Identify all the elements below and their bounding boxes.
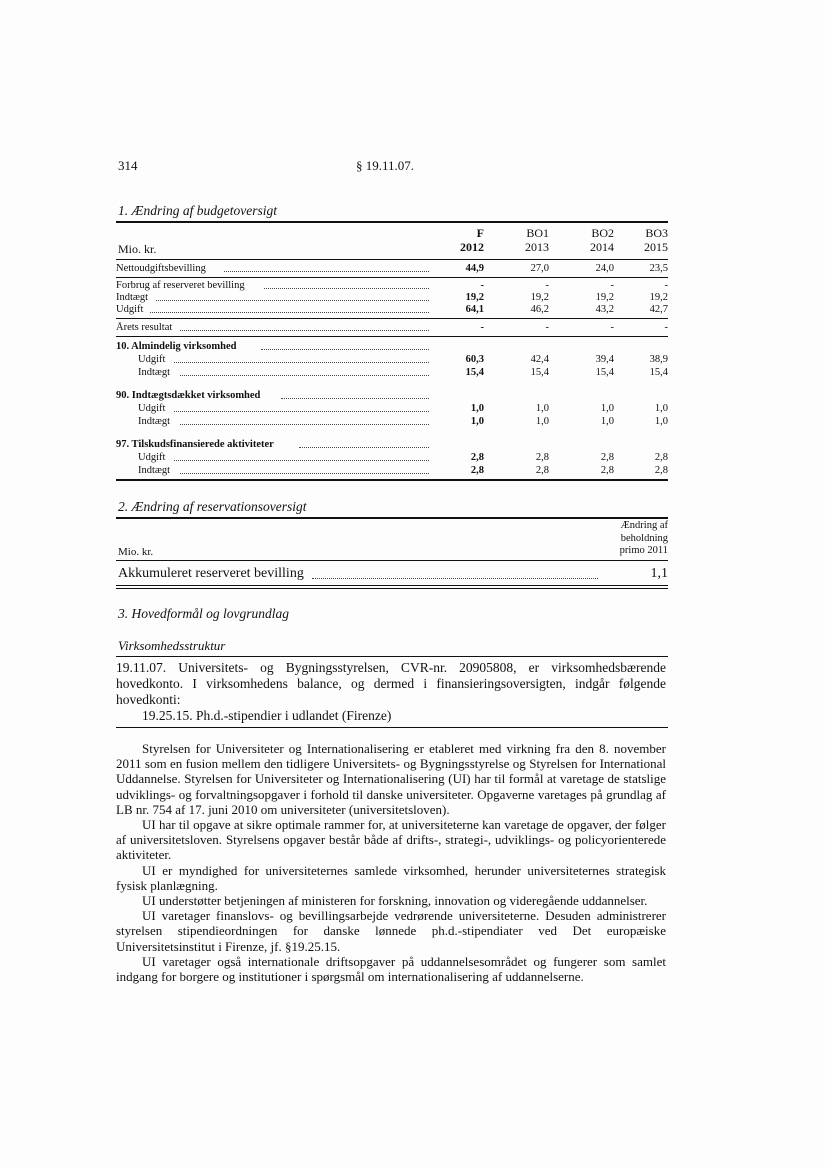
table-row: Udgift 2,8 2,8 2,8 2,8 xyxy=(138,452,668,463)
divider xyxy=(116,588,668,589)
section3-title: 3. Hovedformål og lovgrundlag xyxy=(118,606,289,621)
paragraph: UI understøtter betjeningen af ministeren for forskning, innovation og videregående uddannelser. xyxy=(142,893,648,909)
divider xyxy=(116,221,668,223)
table-row: Udgift 64,1 46,2 43,2 42,7 xyxy=(116,304,668,315)
table-row: Indtægt 15,4 15,4 15,4 15,4 xyxy=(138,367,668,378)
paragraph: UI varetager finanslovs- og bevillingsarbejde vedrørende universiteterne. Desuden administrerer styrelsen stipendieordningen for danske lønnede ph.d.-stipendiater ved Det europæiske Universitetsinstitut i Firenze, jf. §19.25.15. xyxy=(116,908,666,954)
group-heading: 10. Almindelig virksomhed xyxy=(116,341,668,353)
unit-label: Mio. kr. xyxy=(118,242,157,256)
reservation-row: Akkumuleret reserveret bevilling 1,1 xyxy=(118,566,668,581)
table-row: Nettoudgiftsbevilling 44,9 27,0 24,0 23,5 xyxy=(116,263,668,274)
table-row: Udgift 60,3 42,4 39,4 38,9 xyxy=(138,354,668,365)
table-row: Indtægt 1,0 1,0 1,0 1,0 xyxy=(138,416,668,427)
divider xyxy=(116,336,668,337)
paragraph: UI varetager også internationale driftsopgaver på uddannelsesområdet og fungerer som samlet indgang for borgere og institutioner i spørgsmål om internationalisering af uddannelserne. xyxy=(116,953,666,985)
section2-title: 2. Ændring af reservationsoversigt xyxy=(118,499,307,514)
divider xyxy=(116,318,668,319)
page-number: 314 xyxy=(118,158,138,173)
section3-subtitle: Virksomhedsstruktur xyxy=(118,638,226,653)
divider xyxy=(116,517,668,519)
divider xyxy=(116,259,668,260)
body-text xyxy=(116,741,666,984)
reservation-col-header: Ændring af beholdning primo 2011 xyxy=(619,520,668,556)
table-row: Udgift 1,0 1,0 1,0 1,0 xyxy=(138,403,668,414)
col-header: BO3 2015 xyxy=(644,226,668,254)
sub-account: 19.25.15. Ph.d.-stipendier i udlandet (Firenze) xyxy=(142,708,392,723)
table-row: Forbrug af reserveret bevilling - - - - xyxy=(116,280,668,291)
divider xyxy=(116,656,668,657)
divider xyxy=(116,585,668,586)
table-row: Indtægt 19,2 19,2 19,2 19,2 xyxy=(116,292,668,303)
table-row: Årets resultat - - - - xyxy=(116,322,668,333)
col-header: F 2012 xyxy=(460,226,484,254)
group-heading: 90. Indtægtsdækket virksomhed xyxy=(116,390,668,402)
budget-table xyxy=(116,226,668,486)
col-header: BO2 2014 xyxy=(590,226,614,254)
section-reference: § 19.11.07. xyxy=(356,158,415,173)
divider xyxy=(116,560,668,561)
unit-label: Mio. kr. xyxy=(118,546,154,558)
divider xyxy=(116,277,668,278)
paragraph: Styrelsen for Universiteter og Internationalisering er etableret med virkning fra den 8. november 2011 som en fusion mellem den tidligere Universitets- og Bygningsstyrelse og Styrelsen for International Uddannelse. Styrelsen for Universiteter og Internationalisering (UI) har til formål at varetage de statslige udviklings- og forvaltningsopgaver i forhold til danske universiteter. Opgaverne varetages på grundlag af LB nr. 754 af 17. juni 2010 om universiteter (universitetsloven). xyxy=(116,741,666,817)
paragraph: UI har til opgave at sikre optimale rammer for, at universiteterne kan varetage de opgaver, der følger af universitetsloven. Styrelsens opgaver består både af drifts-, strategi-, udviklings- og policyorienterede aktiviteter. xyxy=(116,817,666,863)
group-heading: 97. Tilskudsfinansierede aktiviteter xyxy=(116,439,668,451)
structure-text: 19.11.07. Universitets- og Bygningsstyrelsen, CVR-nr. 20905808, er virksomhedsbærende hovedkonto. I virksomhedens balance, og dermed i finansieringsoversigten, indgår følgende hovedkonti: 19.25.15. Ph.d.-stipendier i udlandet (Firenze) xyxy=(116,660,666,723)
col-header: BO1 2013 xyxy=(525,226,549,254)
paragraph: UI er myndighed for universiteternes samlede virksomhed, herunder universiteternes strategisk fysisk planlægning. xyxy=(116,862,666,893)
divider xyxy=(116,727,668,728)
divider xyxy=(116,479,668,481)
table-row: Indtægt 2,8 2,8 2,8 2,8 xyxy=(138,465,668,476)
section1-title: 1. Ændring af budgetoversigt xyxy=(118,203,277,218)
